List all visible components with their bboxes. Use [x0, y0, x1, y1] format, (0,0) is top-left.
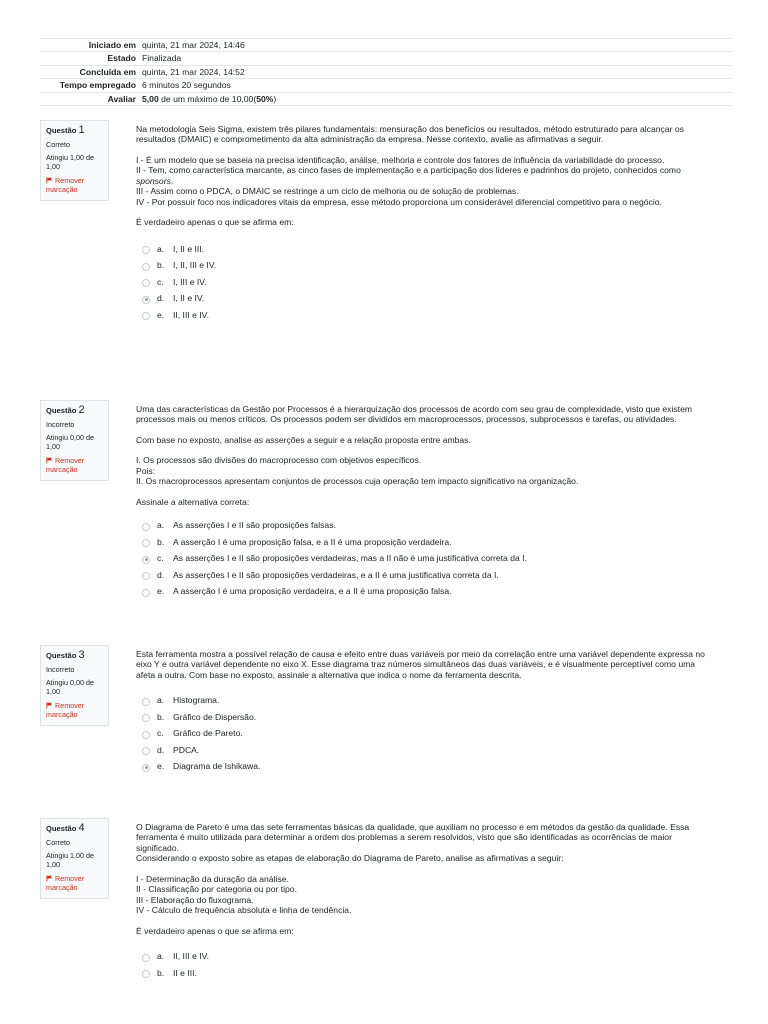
radio-button[interactable]	[142, 572, 150, 580]
answer-option-c[interactable]: c. I, III e IV.	[136, 274, 706, 291]
answer-option-d[interactable]: d. I, II e IV.	[136, 290, 706, 307]
summary-value: quinta, 21 mar 2024, 14:46	[142, 40, 245, 50]
summary-value: quinta, 21 mar 2024, 14:52	[142, 66, 245, 77]
grade-close: )	[273, 93, 277, 104]
summary-row-grade	[40, 93, 732, 106]
summary-row-completed	[40, 66, 732, 79]
question-info	[40, 645, 109, 726]
question-number: Questão 4	[46, 822, 85, 834]
radio-button[interactable]	[142, 731, 150, 739]
grade-percent: 50%	[256, 93, 274, 104]
summary-label: Iniciado em	[88, 40, 136, 50]
statement-2: II - Tem, como característica marcante, as cinco fases de implementação e a participação dos líderes e padrinhos do projeto, conhecidos como sponsors.	[136, 165, 681, 186]
statement-3: III - Assim como o PDCA, o DMAIC se restringe a um ciclo de melhoria ou de solução de problemas.	[136, 186, 519, 197]
statement-2: II - Classificação por categoria ou por tipo.	[136, 884, 297, 895]
summary-label: Tempo empregado	[59, 80, 136, 91]
answer-options	[136, 948, 706, 981]
grade-score: 5,00	[142, 93, 159, 104]
answer-option-e[interactable]: e. II, III e IV.	[136, 307, 706, 324]
answer-option-e[interactable]: e. Diagrama de Ishikawa.	[136, 758, 706, 775]
answer-option-a[interactable]: a. As asserções I e II são proposições falsas.	[136, 517, 706, 534]
summary-label: Avaliar	[107, 93, 136, 104]
answer-option-b[interactable]: b. II e III.	[136, 965, 706, 982]
answer-options	[136, 692, 706, 775]
question-intro: Esta ferramenta mostra a possível relação de causa e efeito entre duas variáveis por meio da correlação entre uma variável dependente expressa no eixo Y e outra variável dependente no eixo X. Esse diagrama traz números simultâneos das duas variáveis, e é visualmente perceptível como uma afeta a outra. Com base no exposto, assinale a alternativa que indica o nome da ferramenta descrita.	[136, 649, 705, 680]
answer-option-b[interactable]: b. Gráfico de Dispersão.	[136, 709, 706, 726]
statement-4: IV - Por possuir foco nos indicadores vitais da empresa, esse método proporciona um considerável diferencial competitivo para o negócio.	[136, 196, 662, 207]
radio-button[interactable]	[142, 714, 150, 722]
remove-flag-link[interactable]: Remover marcação	[46, 700, 85, 719]
question-grade: Atingiu 0,00 de 1,00	[46, 433, 94, 451]
assertion-1: I. Os processos são divisões do macroprocesso com objetivos específicos.	[136, 455, 422, 466]
grade-max: de um máximo de 10,00(	[158, 93, 257, 104]
question-number: Questão 1	[46, 124, 85, 136]
radio-button[interactable]	[142, 263, 150, 271]
question-state: Incorreto	[46, 420, 75, 430]
statement-4: IV - Cálculo de frequência absoluta e linha de tendência.	[136, 905, 352, 916]
radio-button[interactable]	[142, 970, 150, 978]
assertion-connector: Pois:	[136, 465, 156, 476]
remove-flag-link[interactable]: Remover marcação	[46, 175, 85, 194]
question-basis: Com base no exposto, analise as asserções a seguir e a relação proposta entre ambas.	[136, 434, 471, 445]
question-state: Incorreto	[46, 665, 75, 675]
question-state: Correto	[46, 838, 70, 848]
radio-button[interactable]	[142, 246, 150, 254]
summary-label: Estado	[107, 53, 136, 64]
radio-button-selected[interactable]	[142, 764, 150, 772]
question-info	[40, 400, 109, 481]
answer-option-a[interactable]: a. I, II e III.	[136, 241, 706, 258]
remove-flag-link[interactable]: Remover marcação	[46, 455, 85, 474]
question-intro: Na metodologia Seis Sigma, existem três pilares fundamentais: mensuração dos benefícios ou resultados, método estruturado para alcançar os resultados (DMAIC) e comprometimento da alta administração da empresa. Nesse contexto, avalie as afirmativas a seguir.	[136, 124, 684, 145]
summary-row-time	[40, 79, 732, 92]
question-info	[40, 120, 109, 201]
radio-button[interactable]	[142, 589, 150, 597]
question-grade: Atingiu 1,00 de 1,00	[46, 153, 94, 171]
answer-option-a[interactable]: a. Histograma.	[136, 692, 706, 709]
answer-option-b[interactable]: b. I, II, III e IV.	[136, 257, 706, 274]
answer-option-b[interactable]: b. A asserção I é uma proposição falsa, e a II é uma proposição verdadeira.	[136, 534, 706, 551]
question-intro: O Diagrama de Pareto é uma das sete ferramentas básicas da qualidade, que auxiliam no processo e em métodos da gestão da qualidade. Essa ferramenta é muito utilizada para determinar a ordem dos problemas a serem resolvidos, visto que são identificadas as ocorrências de maior significado.	[136, 822, 690, 853]
statement-3: III - Elaboração do fluxograma.	[136, 894, 254, 905]
radio-button[interactable]	[142, 523, 150, 531]
radio-button[interactable]	[142, 698, 150, 706]
question-text	[136, 649, 706, 775]
summary-value: Finalizada	[142, 53, 182, 64]
statement-1: I - É um modelo que se baseia na precisa identificação, análise, melhoria e controle dos fatores de influência da variabilidade do processo.	[136, 154, 665, 165]
question-number: Questão 3	[46, 649, 85, 661]
question-grade: Atingiu 0,00 de 1,00	[46, 678, 94, 696]
answer-options	[136, 241, 706, 324]
flag-icon	[46, 177, 53, 184]
question-text	[136, 404, 706, 600]
answer-option-a[interactable]: a. II, III e IV.	[136, 948, 706, 965]
answer-option-c[interactable]: c. Gráfico de Pareto.	[136, 725, 706, 742]
question-intro: Uma das características da Gestão por Processos é a hierarquização dos processos de acordo com seu grau de complexidade, visto que existem processos mais ou menos críticos. Os processos podem ser divididos em macroprocessos, processos, subprocessos e tarefas, ou atividades.	[136, 404, 693, 425]
question-text	[136, 124, 706, 323]
radio-button[interactable]	[142, 747, 150, 755]
summary-value	[142, 93, 732, 105]
radio-button-selected[interactable]	[142, 296, 150, 304]
question-prompt: Assinale a alternativa correta:	[136, 496, 250, 507]
answer-options	[136, 517, 706, 600]
question-number: Questão 2	[46, 404, 85, 416]
radio-button[interactable]	[142, 954, 150, 962]
flag-icon	[46, 702, 53, 709]
question-text	[136, 822, 706, 981]
summary-row-state	[40, 52, 732, 65]
flag-icon	[46, 875, 53, 882]
question-info	[40, 818, 109, 899]
radio-button-selected[interactable]	[142, 556, 150, 564]
question-state: Correto	[46, 140, 70, 150]
attempt-summary-table	[40, 38, 732, 106]
summary-value: 6 minutos 20 segundos	[142, 80, 231, 91]
remove-flag-link[interactable]: Remover marcação	[46, 873, 85, 892]
question-intro-2: Considerando o exposto sobre as etapas de elaboração do Diagrama de Pareto, analise as afirmativas a seguir:	[136, 853, 564, 864]
answer-option-e[interactable]: e. A asserção I é uma proposição verdadeira, e a II é uma proposição falsa.	[136, 583, 706, 600]
radio-button[interactable]	[142, 539, 150, 547]
summary-label: Concluída em	[79, 66, 136, 77]
radio-button[interactable]	[142, 312, 150, 320]
answer-option-c[interactable]: c. As asserções I e II são proposições verdadeiras, mas a II não é uma justificativa correta da I.	[136, 550, 706, 567]
question-grade: Atingiu 1,00 de 1,00	[46, 851, 94, 869]
question-prompt: É verdadeiro apenas o que se afirma em:	[136, 925, 294, 936]
statement-1: I - Determinação da duração da análise.	[136, 873, 289, 884]
answer-option-d[interactable]: d. PDCA.	[136, 742, 706, 759]
answer-option-d[interactable]: d. As asserções I e II são proposições verdadeiras, e a II é uma justificativa correta da I.	[136, 567, 706, 584]
question-prompt: É verdadeiro apenas o que se afirma em:	[136, 217, 294, 228]
flag-icon	[46, 457, 53, 464]
summary-row-started	[40, 39, 732, 52]
assertion-2: II. Os macroprocessos apresentam conjuntos de processos cuja operação tem impacto significativo na organização.	[136, 476, 579, 487]
radio-button[interactable]	[142, 279, 150, 287]
